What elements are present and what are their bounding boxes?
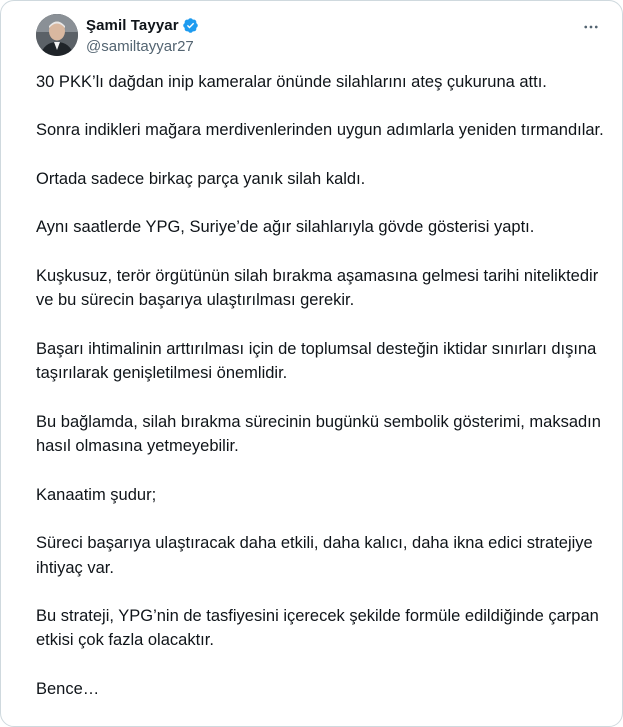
author-names — [86, 15, 199, 57]
tweet-paragraph: Bu strateji, YPG’nin de tasfiyesini içerecek şekilde formüle edildiğinde çarpan etkisi çok fazla olacaktır. — [36, 606, 599, 650]
tweet-paragraph: Aynı saatlerde YPG, Suriye’de ağır silahlarıyla gövde gösterisi yaptı. — [36, 218, 535, 237]
more-horizontal-icon — [582, 18, 600, 36]
tweet-paragraph: Kuşkusuz, terör örgütünün silah bırakma aşamasına gelmesi tarihi niteliktedir ve bu sürecin başarıya ulaştırılması gerekir. — [36, 266, 599, 310]
tweet-paragraph: Süreci başarıya ulaştıracak daha etkili, daha kalıcı, daha ikna edici stratejiye ihtiyaç var. — [36, 533, 593, 577]
tweet-header — [36, 14, 608, 58]
tweet-paragraph: Ortada sadece birkaç parça yanık silah kaldı. — [36, 169, 366, 188]
tweet-paragraph: Sonra indikleri mağara merdivenlerinden uygun adımlarla yeniden tırmandılar. — [36, 121, 604, 140]
author-handle[interactable]: @samiltayyar27 — [86, 38, 194, 55]
tweet-paragraph: Bu bağlamda, silah bırakma sürecinin bugünkü sembolik gösterimi, maksadın hasıl olmasına yetmeyebilir. — [36, 412, 601, 456]
tweet-paragraph: Bence… — [36, 679, 100, 698]
verified-badge-icon — [182, 17, 199, 34]
tweet-paragraph: 30 PKK’lı dağdan inip kameralar önünde silahlarını ateş çukuruna attı. — [36, 73, 547, 91]
more-options-button[interactable] — [580, 16, 602, 38]
avatar[interactable] — [36, 14, 78, 56]
profile-photo-icon — [36, 14, 78, 56]
display-name[interactable]: Şamil Tayyar — [86, 16, 179, 34]
tweet-paragraph: Kanaatim şudur; — [36, 485, 157, 504]
tweet-text — [36, 70, 606, 725]
name-row — [86, 15, 199, 35]
tweet-paragraph: Başarı ihtimalinin arttırılması için de toplumsal desteğin iktidar sınırları dışına taşırılarak genişletilmesi önemlidir. — [36, 339, 597, 383]
